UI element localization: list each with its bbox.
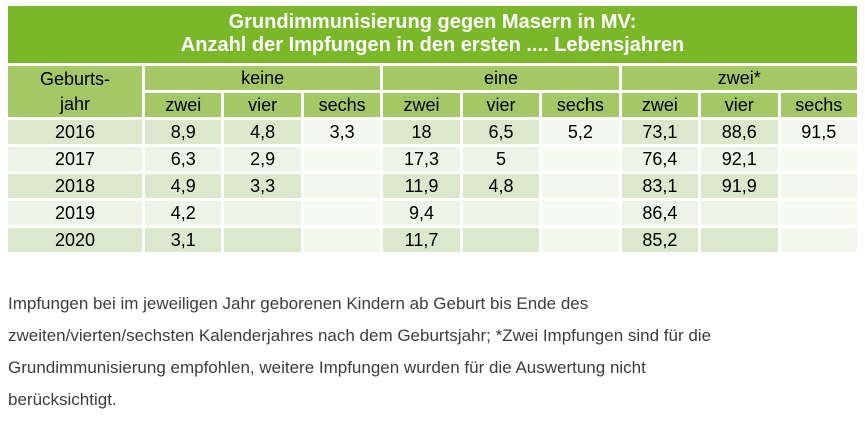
footnote-line-1: Impfungen bei im jeweiligen Jahr geborenen Kindern ab Geburt bis Ende des xyxy=(8,294,589,313)
value-cell xyxy=(463,228,539,252)
value-cell: 4,8 xyxy=(224,120,300,144)
value-cell xyxy=(542,228,618,252)
value-cell: 5 xyxy=(463,147,539,171)
table-row xyxy=(8,174,857,198)
title-line-2: Anzahl der Impfungen in den ersten .... Lebensjahren xyxy=(180,34,685,56)
value-cell xyxy=(781,228,858,252)
subheader-zwei-sechs: sechs xyxy=(781,93,858,117)
value-cell: 4,9 xyxy=(145,174,221,198)
value-cell xyxy=(463,201,539,225)
value-cell: 92,1 xyxy=(701,147,777,171)
subheader-keine-sechs: sechs xyxy=(304,93,380,117)
value-cell: 4,2 xyxy=(145,201,221,225)
value-cell: 83,1 xyxy=(622,174,698,198)
value-cell xyxy=(304,174,380,198)
value-cell: 76,4 xyxy=(622,147,698,171)
year-cell: 2020 xyxy=(8,228,142,252)
value-cell xyxy=(781,174,858,198)
value-cell xyxy=(224,228,300,252)
value-cell: 86,4 xyxy=(622,201,698,225)
immunization-table xyxy=(5,63,860,255)
table-header xyxy=(8,66,857,117)
subheader-eine-zwei: zwei xyxy=(383,93,459,117)
value-cell xyxy=(701,201,777,225)
footnote-line-4: berücksichtigt. xyxy=(8,390,117,409)
year-cell: 2018 xyxy=(8,174,142,198)
value-cell: 5,2 xyxy=(542,120,618,144)
value-cell: 4,8 xyxy=(463,174,539,198)
year-header-line-1: Geburts- xyxy=(39,68,111,89)
value-cell xyxy=(542,201,618,225)
table-row xyxy=(8,228,857,252)
value-cell: 91,9 xyxy=(701,174,777,198)
value-cell xyxy=(304,228,380,252)
value-cell: 11,9 xyxy=(383,174,459,198)
subheader-zwei-zwei: zwei xyxy=(622,93,698,117)
value-cell: 17,3 xyxy=(383,147,459,171)
table-row xyxy=(8,147,857,171)
value-cell xyxy=(304,201,380,225)
value-cell xyxy=(304,147,380,171)
year-header-line-2: jahr xyxy=(59,93,90,114)
value-cell: 88,6 xyxy=(701,120,777,144)
year-cell: 2019 xyxy=(8,201,142,225)
value-cell xyxy=(224,201,300,225)
value-cell: 3,1 xyxy=(145,228,221,252)
year-cell: 2017 xyxy=(8,147,142,171)
title-line-1: Grundimmunisierung gegen Masern in MV: xyxy=(228,11,637,33)
subheader-keine-vier: vier xyxy=(224,93,300,117)
footnote xyxy=(8,288,857,416)
value-cell: 73,1 xyxy=(622,120,698,144)
year-cell: 2016 xyxy=(8,120,142,144)
value-cell xyxy=(542,147,618,171)
value-cell: 6,3 xyxy=(145,147,221,171)
table-row xyxy=(8,201,857,225)
value-cell: 91,5 xyxy=(781,120,858,144)
subheader-zwei-vier: vier xyxy=(701,93,777,117)
table-title xyxy=(8,6,857,63)
value-cell: 9,4 xyxy=(383,201,459,225)
table-body xyxy=(8,120,857,252)
value-cell: 3,3 xyxy=(304,120,380,144)
group-header-eine: eine xyxy=(383,66,618,90)
value-cell: 8,9 xyxy=(145,120,221,144)
value-cell: 11,7 xyxy=(383,228,459,252)
subheader-eine-sechs: sechs xyxy=(542,93,618,117)
value-cell xyxy=(781,201,858,225)
group-header-row xyxy=(8,66,857,90)
table-row xyxy=(8,120,857,144)
value-cell: 3,3 xyxy=(224,174,300,198)
value-cell xyxy=(542,174,618,198)
value-cell xyxy=(701,228,777,252)
subheader-eine-vier: vier xyxy=(463,93,539,117)
footnote-line-3: Grundimmunisierung empfohlen, weitere Impfungen wurden für die Auswertung nicht xyxy=(8,358,646,377)
value-cell: 18 xyxy=(383,120,459,144)
group-header-zwei: zwei* xyxy=(622,66,857,90)
value-cell: 85,2 xyxy=(622,228,698,252)
group-header-keine: keine xyxy=(145,66,380,90)
value-cell: 2,9 xyxy=(224,147,300,171)
measles-immunization-figure xyxy=(8,6,857,416)
value-cell xyxy=(781,147,858,171)
year-column-header xyxy=(8,66,142,117)
footnote-line-2: zweiten/vierten/sechsten Kalenderjahres nach dem Geburtsjahr; *Zwei Impfungen sind für die xyxy=(8,326,712,345)
subheader-keine-zwei: zwei xyxy=(145,93,221,117)
value-cell: 6,5 xyxy=(463,120,539,144)
